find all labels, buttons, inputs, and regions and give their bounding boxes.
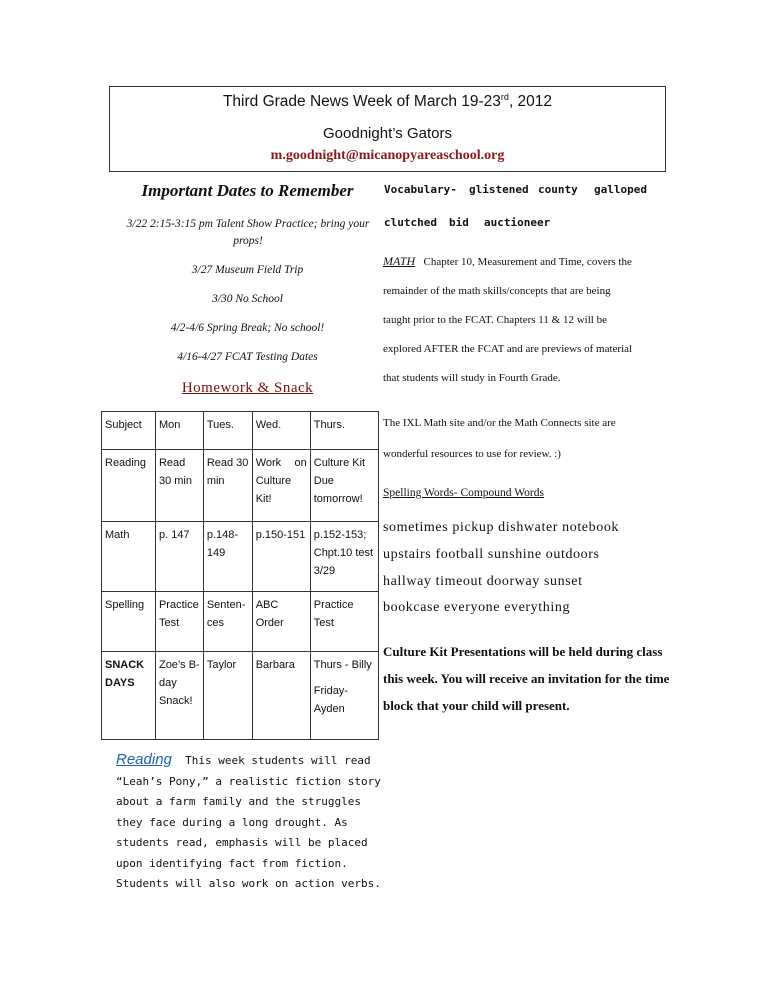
math-line: explored AFTER the FCAT and are previews of material xyxy=(383,343,633,355)
math-line: taught prior to the FCAT. Chapters 11 & 12 will be xyxy=(383,314,607,326)
table-header: Wed. xyxy=(252,412,310,450)
table-cell xyxy=(310,652,378,740)
math-line xyxy=(383,247,683,277)
snack-friday: Friday- Ayden xyxy=(313,685,348,715)
vocab-word: glistened xyxy=(469,183,529,196)
table-cell: Barbara xyxy=(252,652,310,740)
table-header: Mon xyxy=(155,412,203,450)
spelling-line: upstairs football sunshine outdoors xyxy=(383,547,600,562)
table-cell: Senten-ces xyxy=(203,592,252,652)
table-cell: Work on Culture Kit! xyxy=(252,450,310,522)
math-label: MATH xyxy=(383,254,416,268)
math-line-text: Chapter 10, Measurement and Time, covers the xyxy=(423,256,632,268)
reading-text: This week students will read “Leah’s Pony,” a realistic fiction story about a farm family and the struggles they face during a long drought. As students read, emphasis will be placed upon identifying fact from fiction. Students will also work on action verbs. xyxy=(116,754,381,890)
date-item: 3/22 2:15-3:15 pm Talent Show Practice; bring your props! xyxy=(126,218,370,247)
math-line: that students will study in Fourth Grade. xyxy=(383,372,561,384)
vocab-word: galloped xyxy=(594,183,647,196)
date-item: 3/27 Museum Field Trip xyxy=(191,264,304,276)
teacher-email[interactable]: m.goodnight@micanopyareaschool.org xyxy=(270,148,505,163)
table-row xyxy=(102,450,379,522)
table-row xyxy=(102,522,379,592)
vocab-word: county xyxy=(538,183,578,196)
vocab-word: bid xyxy=(449,216,469,229)
spelling-line: sometimes pickup dishwater notebook xyxy=(383,520,620,535)
table-cell: p. 147 xyxy=(155,522,203,592)
table-cell: Reading xyxy=(102,450,156,522)
table-cell: SNACK DAYS xyxy=(102,652,156,740)
math-resources xyxy=(383,408,683,470)
table-row xyxy=(102,412,379,450)
math-resource-line: wonderful resources to use for review. :) xyxy=(383,448,561,460)
date-item: 4/2-4/6 Spring Break; No school! xyxy=(170,322,325,334)
table-cell: Culture Kit Due tomorrow! xyxy=(310,450,378,522)
culture-kit-note: Culture Kit Presentations will be held during class this week. You will receive an invitation for the time block that your child will present. xyxy=(383,644,670,713)
math-section xyxy=(383,247,683,393)
date-item: 3/30 No School xyxy=(212,293,283,305)
table-cell: Math xyxy=(102,522,156,592)
homework-title: Homework & Snack xyxy=(181,380,314,396)
title-year: , 2012 xyxy=(508,93,553,111)
vocab-word: auctioneer xyxy=(484,216,551,229)
table-row xyxy=(102,652,379,740)
date-item: 4/16-4/27 FCAT Testing Dates xyxy=(177,351,318,363)
table-cell: Taylor xyxy=(203,652,252,740)
table-header: Thurs. xyxy=(310,412,378,450)
table-cell: ABC Order xyxy=(252,592,310,652)
spelling-title: Spelling Words- Compound Words xyxy=(383,487,544,499)
snack-thursday: Thurs - Billy xyxy=(313,659,372,671)
table-cell: Practice Test xyxy=(155,592,203,652)
table-cell: p.148-149 xyxy=(203,522,252,592)
table-cell: Read 30 min xyxy=(203,450,252,522)
reading-label: Reading xyxy=(116,751,172,768)
math-line: remainder of the math skills/concepts that are being xyxy=(383,285,611,297)
spelling-line: hallway timeout doorway sunset xyxy=(383,574,583,589)
spelling-line: bookcase everyone everything xyxy=(383,600,571,615)
table-cell: Practice Test xyxy=(310,592,378,652)
reading-section xyxy=(116,750,386,895)
table-cell: Read 30 min xyxy=(155,450,203,522)
title-superscript: rd xyxy=(500,92,509,102)
table-header: Subject xyxy=(102,412,156,450)
vocab-word: clutched xyxy=(384,216,437,229)
table-row xyxy=(102,592,379,652)
table-cell: Spelling xyxy=(102,592,156,652)
class-name: Goodnight’s Gators xyxy=(323,125,452,142)
table-header: Tues. xyxy=(203,412,252,450)
table-cell: p.152-153; Chpt.10 test 3/29 xyxy=(310,522,378,592)
important-dates-title: Important Dates to Remember xyxy=(141,181,354,200)
vocabulary-label: Vocabulary- xyxy=(384,183,457,196)
newsletter-title: Third Grade News Week of March 19-23rd, 2012 xyxy=(222,92,553,111)
math-resource-line: The IXL Math site and/or the Math Connects site are xyxy=(383,417,616,429)
table-cell: p.150-151 xyxy=(252,522,310,592)
table-cell: Zoe’s B-day Snack! xyxy=(155,652,203,740)
homework-table xyxy=(101,411,379,740)
